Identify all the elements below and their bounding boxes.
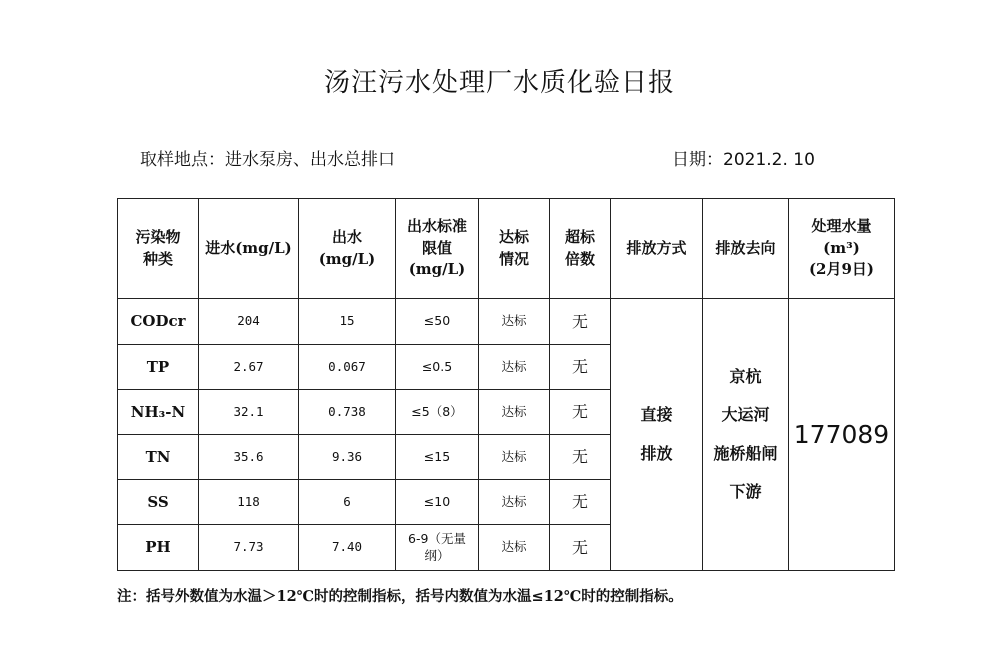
effluent-value: 0.738 — [299, 390, 396, 435]
exceed-value: 无 — [550, 299, 611, 345]
exceed-value: 无 — [550, 345, 611, 390]
compliance-value: 达标 — [479, 525, 550, 571]
report-date: 日期：2021.2. 10 — [672, 150, 815, 170]
sampling-location: 取样地点：进水泵房、出水总排口 — [140, 150, 395, 170]
water-quality-table — [117, 198, 895, 571]
limit-value: 6-9（无量 纲） — [396, 525, 479, 571]
pollutant-name: NH₃-N — [118, 390, 199, 435]
header-limit: 出水标准 限值 (mg/L) — [396, 199, 479, 299]
header-row — [118, 199, 895, 299]
limit-value: ≤15 — [396, 435, 479, 480]
header-method: 排放方式 — [611, 199, 703, 299]
effluent-value: 15 — [299, 299, 396, 345]
table-row — [118, 299, 895, 345]
limit-value: ≤50 — [396, 299, 479, 345]
influent-value: 2.67 — [199, 345, 299, 390]
header-pollutant: 污染物 种类 — [118, 199, 199, 299]
pollutant-name: TN — [118, 435, 199, 480]
header-volume: 处理水量 (m³) (2月9日) — [789, 199, 895, 299]
discharge-destination: 京杭 大运河 施桥船闸 下游 — [703, 299, 789, 571]
treated-volume: 177089 — [789, 299, 895, 571]
compliance-value: 达标 — [479, 299, 550, 345]
header-compliance: 达标 情况 — [479, 199, 550, 299]
pollutant-name: PH — [118, 525, 199, 571]
exceed-value: 无 — [550, 390, 611, 435]
report-title: 汤汪污水处理厂水质化验日报 — [323, 68, 675, 98]
discharge-method: 直接 排放 — [611, 299, 703, 571]
influent-value: 35.6 — [199, 435, 299, 480]
compliance-value: 达标 — [479, 390, 550, 435]
limit-value: ≤0.5 — [396, 345, 479, 390]
influent-value: 7.73 — [199, 525, 299, 571]
exceed-value: 无 — [550, 435, 611, 480]
compliance-value: 达标 — [479, 480, 550, 525]
pollutant-name: TP — [118, 345, 199, 390]
compliance-value: 达标 — [479, 345, 550, 390]
header-exceed: 超标 倍数 — [550, 199, 611, 299]
effluent-value: 6 — [299, 480, 396, 525]
compliance-value: 达标 — [479, 435, 550, 480]
header-influent: 进水(mg/L) — [199, 199, 299, 299]
header-effluent: 出水 (mg/L) — [299, 199, 396, 299]
effluent-value: 9.36 — [299, 435, 396, 480]
limit-value: ≤5（8） — [396, 390, 479, 435]
influent-value: 204 — [199, 299, 299, 345]
pollutant-name: SS — [118, 480, 199, 525]
exceed-value: 无 — [550, 525, 611, 571]
limit-value: ≤10 — [396, 480, 479, 525]
effluent-value: 0.067 — [299, 345, 396, 390]
pollutant-name: CODcr — [118, 299, 199, 345]
influent-value: 118 — [199, 480, 299, 525]
header-destination: 排放去向 — [703, 199, 789, 299]
exceed-value: 无 — [550, 480, 611, 525]
footnote: 注：括号外数值为水温＞12℃时的控制指标，括号内数值为水温≤12℃时的控制指标。 — [117, 588, 683, 605]
effluent-value: 7.40 — [299, 525, 396, 571]
influent-value: 32.1 — [199, 390, 299, 435]
